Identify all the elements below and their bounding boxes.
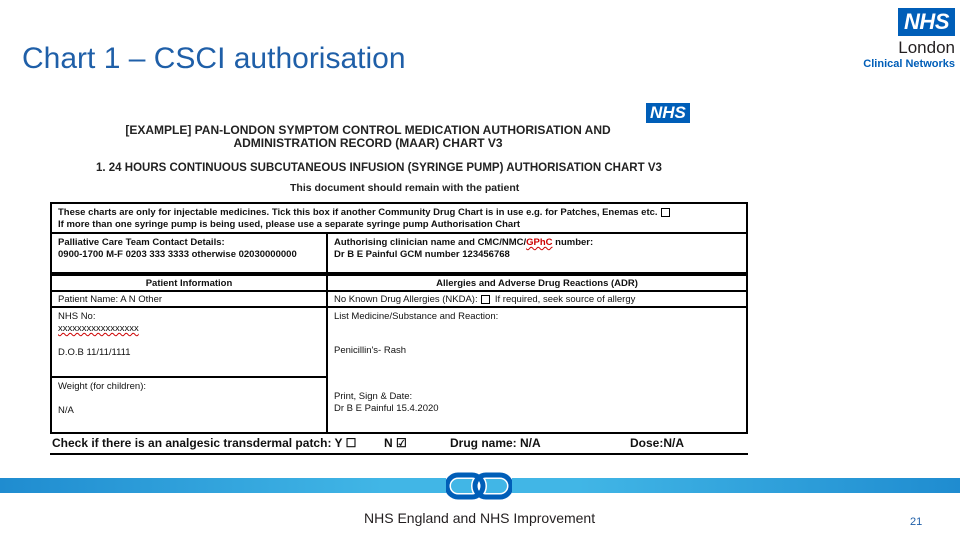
patch-check-no[interactable]: N ☑: [384, 436, 407, 450]
nkda-label: No Known Drug Allergies (NKDA):: [334, 294, 478, 305]
clinician-label-end: number:: [552, 237, 594, 248]
weight-value: N/A: [58, 405, 74, 416]
nhs-number-cell: [50, 306, 328, 378]
notice-cell: [50, 202, 748, 234]
list-label: List Medicine/Substance and Reaction:: [334, 311, 499, 322]
document-nhs-logo: NHS: [646, 103, 690, 123]
reaction-value: Penicillin's- Rash: [334, 345, 407, 356]
chain-link-icon: [446, 472, 512, 500]
palliative-label: Palliative Care Team Contact Details:: [58, 237, 225, 248]
dose-value: Dose:N/A: [630, 436, 685, 450]
clinician-value: Dr B E Painful GCM number 123456768: [334, 249, 510, 260]
nhs-logo-mark: NHS: [898, 8, 955, 36]
patient-name-cell: Patient Name: A N Other: [50, 290, 328, 308]
weight-cell: [50, 376, 328, 434]
document-subtitle: 1. 24 HOURS CONTINUOUS SUBCUTANEOUS INFUSION (SYRINGE PUMP) AUTHORISATION CHART V3: [96, 162, 662, 174]
weight-label: Weight (for children):: [58, 381, 146, 392]
clinician-cell: [326, 232, 748, 274]
clinician-label: Authorising clinician name and CMC/NMC/: [334, 237, 527, 248]
allergies-header: Allergies and Adverse Drug Reactions (ADR): [326, 274, 748, 292]
patch-check-label: Check if there is an analgesic transdermal patch: Y ☐: [52, 436, 357, 450]
palliative-contact-cell: [50, 232, 328, 274]
nhs-london-logo: [845, 8, 955, 71]
allergy-list-cell: [326, 306, 748, 434]
document-note: This document should remain with the patient: [290, 182, 520, 194]
nkda-note: If required, seek source of allergy: [494, 294, 636, 305]
slide-title: Chart 1 – CSCI authorisation: [22, 42, 406, 75]
sign-value: Dr B E Painful 15.4.2020: [334, 403, 439, 414]
transdermal-patch-check-line: [52, 436, 746, 454]
drug-name: Drug name: N/A: [450, 436, 541, 450]
document-title: [EXAMPLE] PAN-LONDON SYMPTOM CONTROL MEDICATION AUTHORISATION AND ADMINISTRATION RECORD (MAAR) CHART V3: [125, 123, 611, 150]
sign-label: Print, Sign & Date:: [334, 391, 413, 402]
notice-line-1: These charts are only for injectable medicines. Tick this box if another Community Drug Chart is in use e.g. for Patches, Enemas etc.: [58, 207, 658, 218]
nhs-no-value: xxxxxxxxxxxxxxxxx: [58, 323, 139, 334]
logo-clinical-networks-text: Clinical Networks: [863, 58, 955, 70]
other-chart-checkbox[interactable]: [661, 208, 670, 217]
footer-text: NHS England and NHS Improvement: [364, 510, 596, 526]
nkda-checkbox[interactable]: [481, 295, 490, 304]
dob-value: D.O.B 11/11/1111: [58, 347, 131, 358]
logo-london-text: London: [898, 38, 955, 57]
nhs-no-label: NHS No:: [58, 311, 96, 322]
page-number: 21: [910, 516, 923, 528]
document-bottom-rule: [50, 453, 748, 455]
authorisation-chart-document: [48, 98, 748, 458]
patient-info-header: Patient Information: [50, 274, 328, 292]
palliative-value: 0900-1700 M-F 0203 333 3333 otherwise 02030000000: [58, 249, 297, 260]
notice-line-2: If more than one syringe pump is being used, please use a separate syringe pump Authorisation Chart: [58, 219, 521, 230]
clinician-label-gphc: GPhC: [526, 237, 553, 248]
